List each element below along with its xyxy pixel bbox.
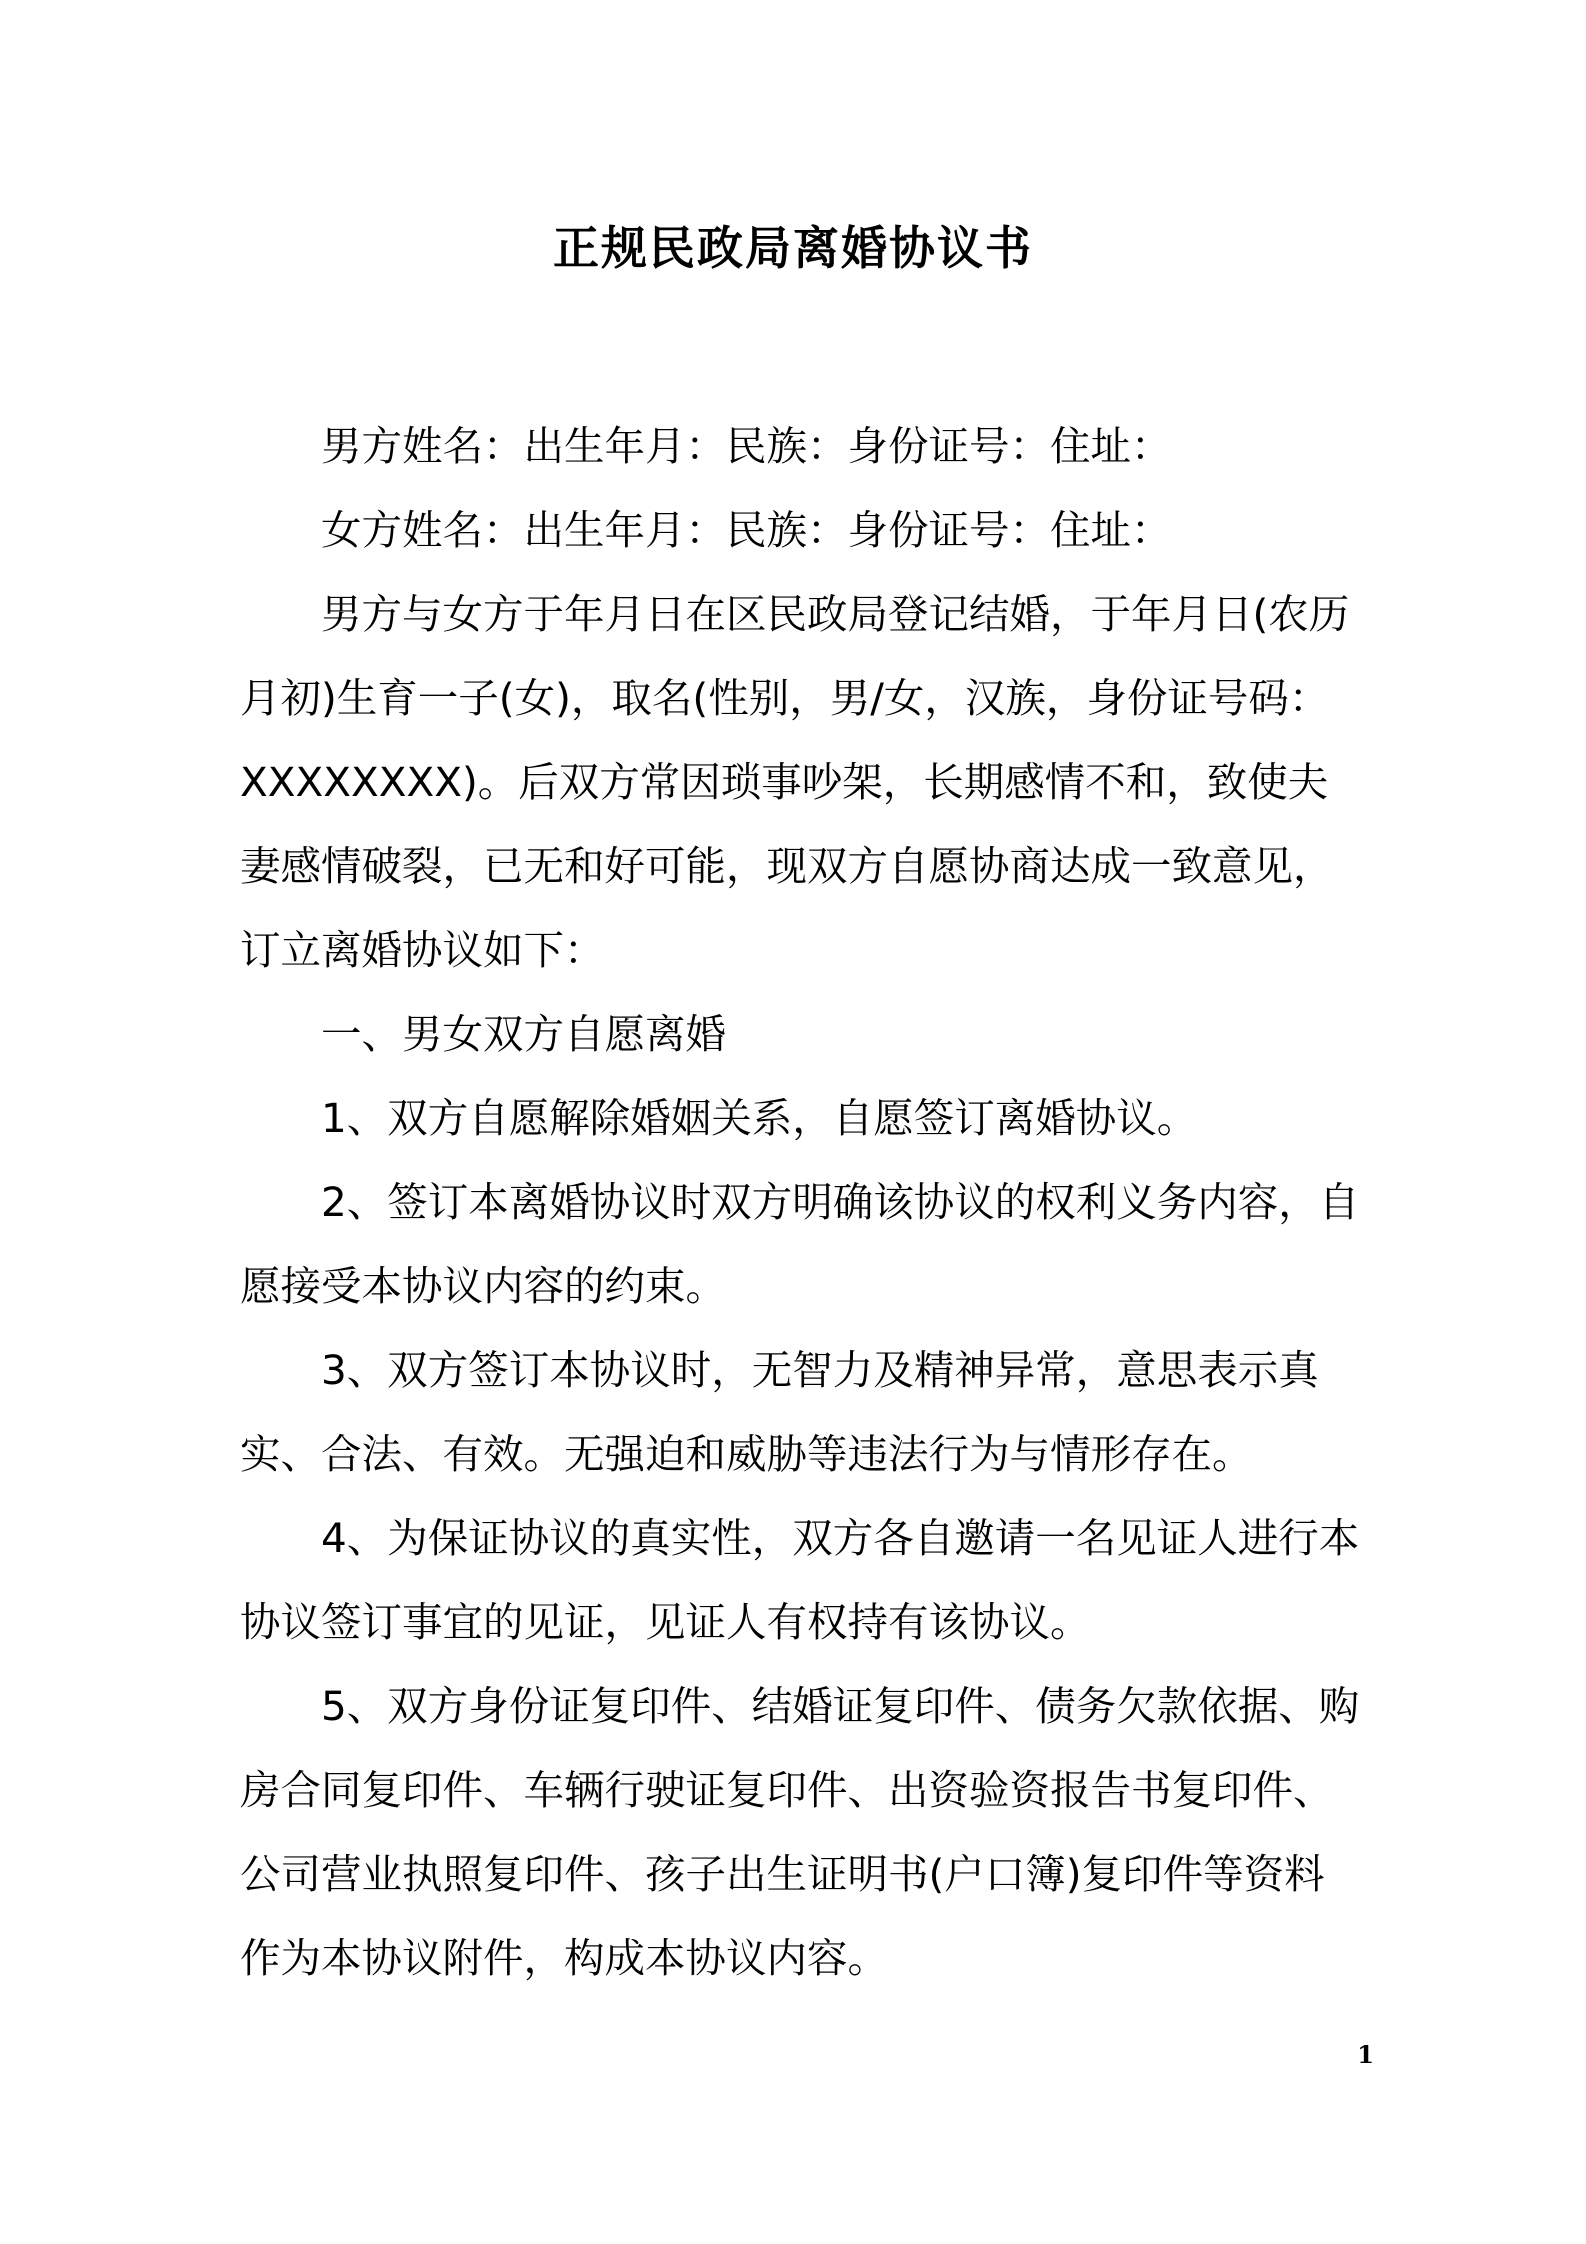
document-title: 正规民政局离婚协议书 — [553, 221, 1033, 275]
clause-1: 1、双方自愿解除婚姻关系，自愿签订离婚协议。 — [321, 1094, 1198, 1142]
male-party-info: 男方姓名：出生年月：民族：身份证号：住址： — [321, 422, 1172, 470]
clause-5: 5、双方身份证复印件、结婚证复印件、债务欠款依据、购房合同复印件、车辆行驶证复印件、出资验资报告书复印件、公司营业执照复印件、孩子出生证明书(户口簿)复印件等资料作为本协议附件，构成本协议内容。 — [240, 1682, 1360, 1982]
clause-2: 2、签订本离婚协议时双方明确该协议的权利义务内容，自愿接受本协议内容的约束。 — [240, 1178, 1360, 1310]
page-number: 1 — [1357, 2040, 1374, 2069]
section-heading: 一、男女双方自愿离婚 — [321, 1010, 726, 1058]
female-party-info: 女方姓名：出生年月：民族：身份证号：住址： — [321, 506, 1172, 554]
intro-paragraph: 男方与女方于年月日在区民政局登记结婚，于年月日(农历月初)生育一子(女)，取名(性别，男/女，汉族，身份证号码：XXXXXXXX)。后双方常因琐事吵架，长期感情不和，致使夫妻感情破裂，已无和好可能，现双方自愿协商达成一致意见，订立离婚协议如下： — [240, 590, 1350, 974]
clause-4: 4、为保证协议的真实性，双方各自邀请一名见证人进行本协议签订事宜的见证，见证人有权持有该协议。 — [240, 1514, 1360, 1646]
clause-3: 3、双方签订本协议时，无智力及精神异常，意思表示真实、合法、有效。无强迫和威胁等违法行为与情形存在。 — [240, 1346, 1319, 1478]
document-body — [240, 404, 1360, 2000]
